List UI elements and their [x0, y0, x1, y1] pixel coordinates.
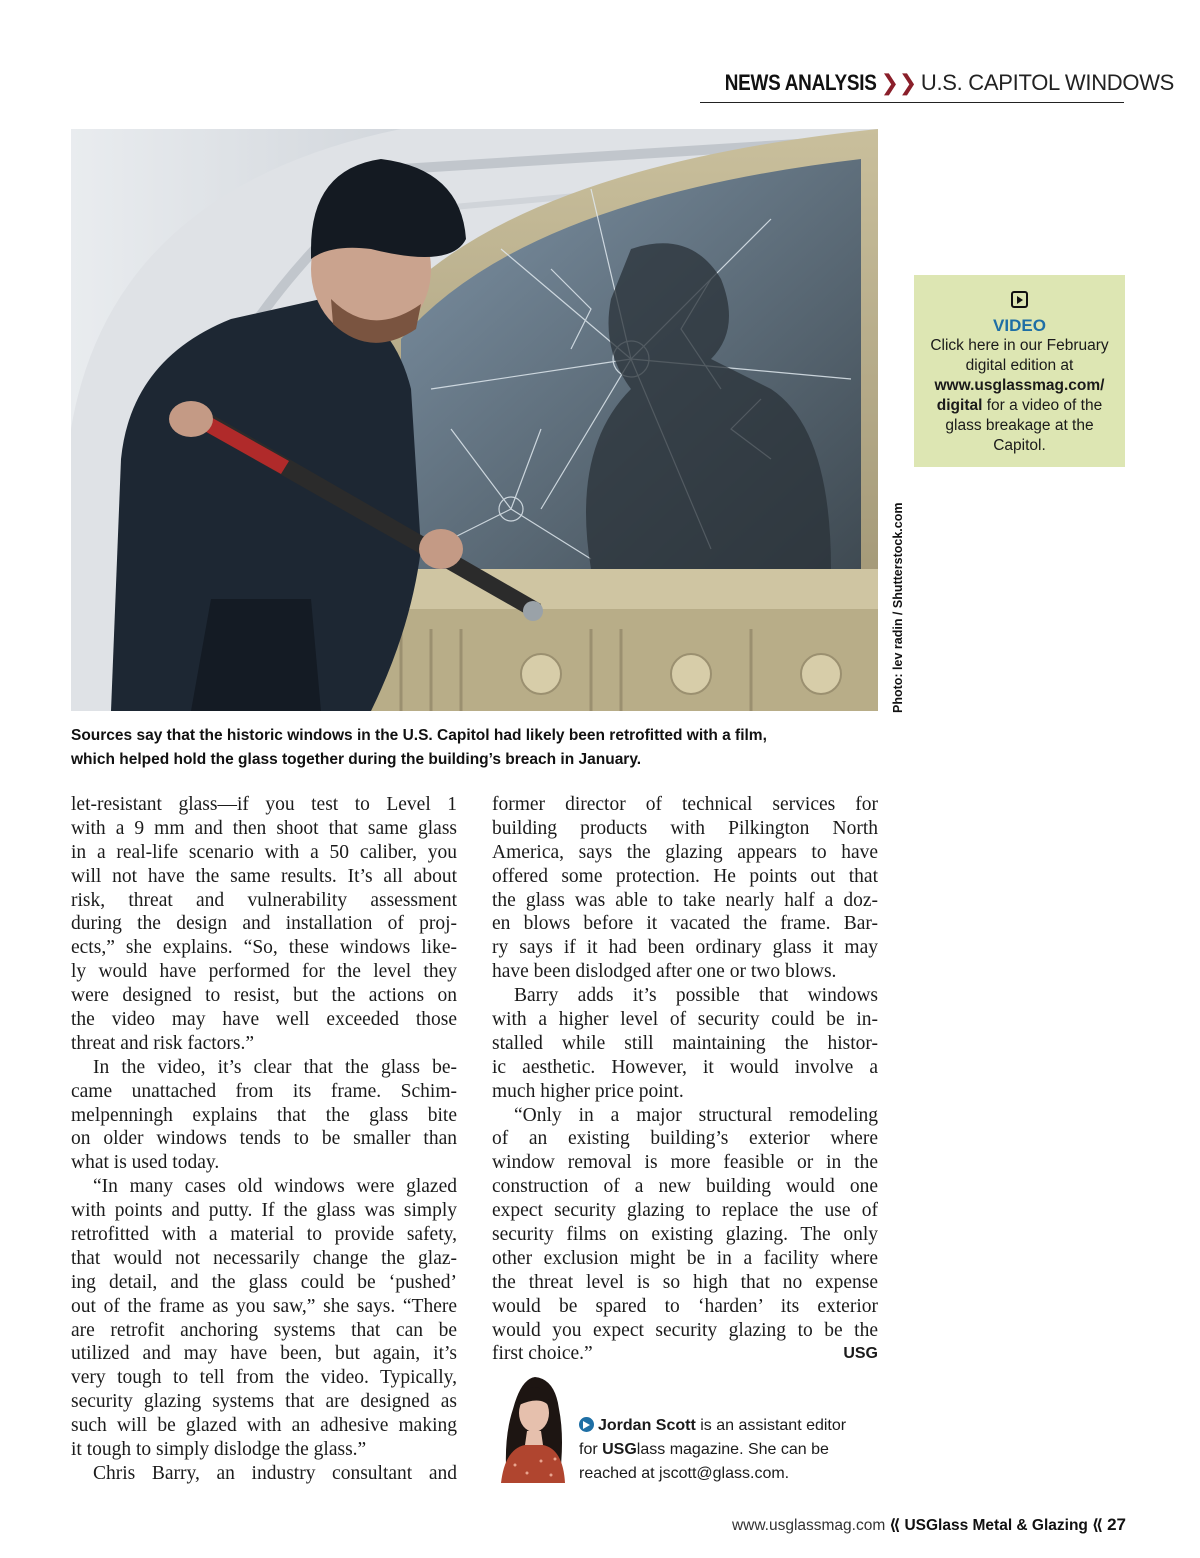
text-line: expect security glazing to replace the use of: [492, 1200, 878, 1222]
caption-line: which helped hold the glass together during the building’s breach in January.: [71, 751, 642, 768]
video-text-after: for a video of the glass breakage at the Capitol.: [945, 397, 1103, 454]
text-line: the threat level is so high that no expense: [492, 1271, 878, 1293]
text-line: the glass was able to take nearly half a doz-: [492, 889, 878, 911]
text-line: security films on existing glazing. The only: [492, 1224, 878, 1246]
video-label: VIDEO: [993, 316, 1046, 335]
text-line: it tough to simply dislodge the glass.”: [71, 1439, 367, 1461]
text-line: much higher price point.: [492, 1080, 684, 1102]
brand-usg: USG: [602, 1441, 637, 1458]
text-line: would be spared to ‘harden’ its exterior: [492, 1295, 878, 1317]
text-line: ly would have performed for the level they: [71, 961, 457, 983]
caption-line: Sources say that the historic windows in the U.S. Capitol had likely been retrofitted with a film,: [71, 727, 767, 744]
text-line: construction of a new building would one: [492, 1176, 878, 1198]
section-topic: U.S. CAPITOL WINDOWS: [920, 70, 1175, 95]
video-callout[interactable]: [914, 275, 1125, 467]
text-line: let-resistant glass—if you test to Level 1: [71, 794, 457, 815]
text-line: during the design and installation of proj-: [71, 913, 457, 935]
text-line: came unattached from its frame. Schim-: [71, 1080, 457, 1102]
author-bio: [579, 1414, 889, 1486]
section-header: [700, 66, 1175, 103]
text-line: such will be glazed with an adhesive making: [71, 1415, 457, 1437]
video-text: [914, 336, 1125, 456]
footer-url[interactable]: www.usglassmag.com: [731, 1517, 886, 1534]
text-line: Barry adds it’s possible that windows: [514, 985, 878, 1007]
text-line: “Only in a major structural remodeling: [514, 1104, 878, 1126]
text-line: offered some protection. He points out that: [492, 865, 878, 887]
text-line: ic aesthetic. However, it would involve a: [492, 1056, 878, 1078]
page-number: 27: [1107, 1515, 1126, 1534]
text-line: retrofitted with a material to provide safety,: [71, 1224, 457, 1246]
text-line: stalled while still maintaining the histor-: [492, 1032, 878, 1054]
brand-rest: lass magazine. She can be: [636, 1441, 829, 1458]
avatar: [493, 1369, 571, 1483]
article-column-1: [71, 793, 457, 1486]
text-line: other exclusion might be in a facility where: [492, 1247, 878, 1269]
text-line: utilized and may have been, but again, it’s: [71, 1343, 457, 1365]
play-icon: [1011, 291, 1028, 308]
text-line: on older windows tends to be smaller than: [71, 1128, 457, 1150]
text-line: window removal is more feasible or in the: [492, 1152, 878, 1174]
photo-caption: [71, 724, 886, 772]
author-name: Jordan Scott: [598, 1417, 696, 1434]
text-line: out of the frame as you saw,” she says. “There: [71, 1295, 457, 1317]
author-line-2: for USGlass magazine. She can be: [579, 1441, 829, 1458]
page-footer: [600, 1514, 1126, 1537]
text-line: Chris Barry, an industry consultant and: [93, 1462, 457, 1484]
video-text-before: Click here in our February digital edition at: [930, 337, 1109, 374]
text-line: security glazing systems that are designed as: [71, 1391, 457, 1413]
article-column-2: [492, 793, 878, 1366]
text-line: in a real-life scenario with a 50 caliber, you: [71, 841, 457, 863]
text-line: have been dislodged after one or two blows.: [492, 961, 837, 983]
author-contact[interactable]: reached at jscott@glass.com.: [579, 1465, 790, 1482]
text-line: would you expect security glazing to be the: [492, 1319, 878, 1341]
text-line: risk, threat and vulnerability assessment: [71, 889, 457, 911]
chevron-left-icon: ⟪: [889, 1517, 901, 1534]
chevron-left-icon: ⟪: [1091, 1517, 1104, 1534]
text-line: were designed to resist, but the actions on: [71, 985, 457, 1007]
text-line: with a higher level of security could be in-: [492, 1009, 878, 1031]
text-line-final: [492, 1342, 878, 1366]
author-photo: [493, 1369, 571, 1483]
capitol-window-photo: [71, 129, 878, 711]
footer-magazine: USGlass Metal & Glazing: [904, 1517, 1088, 1534]
text-line: ing detail, and the glass could be ‘pushed’: [71, 1271, 457, 1293]
text-line: first choice.”: [492, 1343, 593, 1365]
text-line: are retrofit anchoring systems that can be: [71, 1319, 457, 1341]
video-link[interactable]: www.usglassmag.com/ digital: [934, 377, 1105, 414]
text-line: building products with Pilkington North: [492, 817, 878, 839]
chevron-right-icon: ❯❯: [880, 70, 917, 95]
text-line: en blows before it vacated the frame. Bar-: [492, 913, 878, 935]
text-line: will not have the same results. It’s all about: [71, 865, 457, 887]
text-line: “In many cases old windows were glazed: [93, 1176, 457, 1198]
text-line: threat and risk factors.”: [71, 1032, 255, 1054]
text-line: with a 9 mm and then shoot that same glass: [71, 817, 457, 839]
photo-credit: Photo: lev radin / Shutterstock.com: [891, 502, 905, 713]
end-mark: USG: [843, 1345, 878, 1363]
section-kicker: NEWS ANALYSIS: [724, 70, 877, 95]
author-line-1: [579, 1414, 889, 1438]
text-line: of an existing building’s exterior where: [492, 1128, 878, 1150]
arrow-right-icon: [579, 1417, 594, 1432]
text-line: former director of technical services for: [492, 794, 878, 815]
text-line: In the video, it’s clear that the glass be-: [93, 1056, 457, 1078]
text-line: what is used today.: [71, 1152, 220, 1174]
text-line: ry says if it had been ordinary glass it may: [492, 937, 878, 959]
text-line: ects,” she explains. “So, these windows like-: [71, 937, 457, 959]
text-line: America, says the glazing appears to have: [492, 841, 878, 863]
photo-illustration: [71, 129, 878, 711]
text-line: very tough to tell from the video. Typically,: [71, 1367, 457, 1389]
author-role: is an assistant editor: [700, 1417, 847, 1434]
text-line: melpenningh explains that the glass bite: [71, 1104, 457, 1126]
text-line: with points and putty. If the glass was simply: [71, 1200, 457, 1222]
text-line: that would not necessarily change the glaz-: [71, 1247, 457, 1269]
text-line: the video may have well exceeded those: [71, 1009, 457, 1031]
